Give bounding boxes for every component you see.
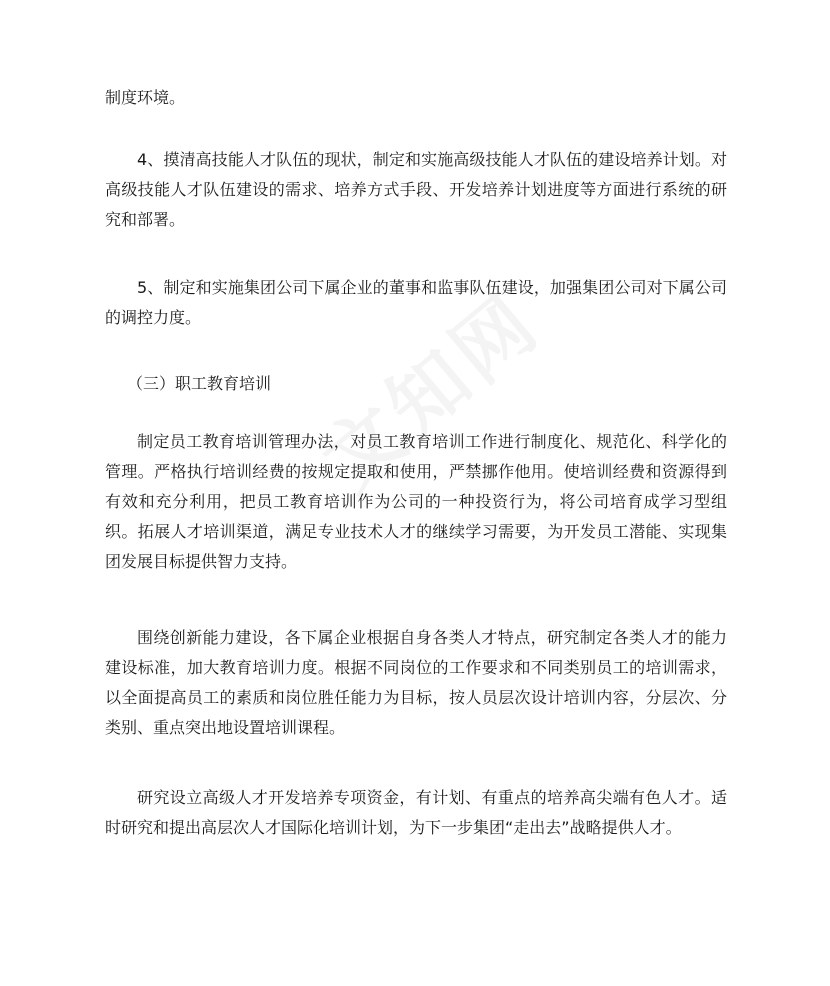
paragraph-continuation: 制度环境。 (105, 88, 186, 107)
section-heading: （三）职工教育培训 (127, 374, 272, 393)
paragraph-item-4: 4、摸清高技能人才队伍的现状，制定和实施高级技能人才队伍的建设培养计划。对高级技能人才队伍建设的需求、培养方式手段、开发培养计划进度等方面进行系统的研究和部署。 (105, 150, 727, 229)
paragraph-training-management: 制定员工教育培训管理办法，对员工教育培训工作进行制度化、规范化、科学化的管理。严格执行培训经费的按规定提取和使用，严禁挪作他用。使培训经费和资源得到有效和充分利用，把员工教育培训作为公司的一种投资行为，将公司培育成学习型组织。拓展人才培训渠道，满足专业技术人才的继续学习需要，为开发员工潜能、实现集团发展目标提供智力支持。 (105, 432, 727, 571)
paragraph-item-5: 5、制定和实施集团公司下属企业的董事和监事队伍建设，加强集团公司对下属公司的调控力度。 (105, 278, 727, 327)
paragraph-talent-fund: 研究设立高级人才开发培养专项资金，有计划、有重点的培养高尖端有色人才。适时研究和提出高层次人才国际化培训计划，为下一步集团“走出去”战略提供人才。 (105, 788, 727, 837)
paragraph-innovation-capacity: 围绕创新能力建设，各下属企业根据自身各类人才特点，研究制定各类人才的能力建设标准，加大教育培训力度。根据不同岗位的工作要求和不同类别员工的培训需求，以全面提高员工的素质和岗位胜任能力为目标，按人员层次设计培训内容，分层次、分类别、重点突出地设置培训课程。 (105, 628, 727, 737)
